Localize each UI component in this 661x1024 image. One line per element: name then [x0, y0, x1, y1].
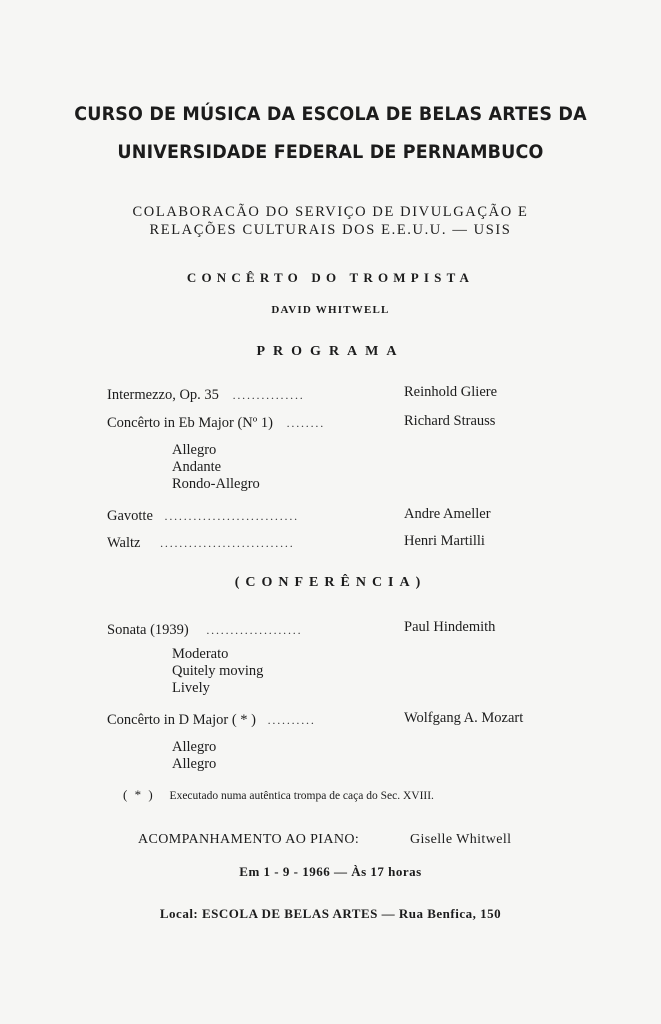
movement: Andante [172, 459, 222, 475]
leader-dots: ........ [286, 416, 326, 430]
program-item-work [107, 622, 302, 639]
work-title: Intermezzo, Op. 35 [107, 387, 219, 403]
program-item-work [107, 712, 316, 729]
composer-name: Wolfgang A. Mozart [404, 710, 524, 726]
footnote-text: Executado numa autêntica trompa de caça do Sec. XVIII. [169, 790, 434, 802]
movement: Allegro [172, 756, 217, 772]
work-title: Sonata (1939) [107, 622, 189, 638]
footnote [123, 787, 434, 803]
program-item-work [107, 415, 325, 432]
movement: Allegro [172, 739, 217, 755]
program-item-work [107, 387, 305, 404]
movement: Lively [172, 680, 210, 696]
concert-title: CONCÊRTO DO TROMPISTA [186, 270, 475, 285]
leader-dots: .................... [206, 623, 303, 637]
school-title-line-1: CURSO DE MÚSICA DA ESCOLA DE BELAS ARTES DA [74, 103, 587, 125]
work-title: Waltz [107, 535, 141, 551]
work-title: Gavotte [107, 508, 153, 524]
leader-dots: .......... [267, 713, 316, 727]
concert-location: Local: ESCOLA DE BELAS ARTES — Rua Benfica, 150 [159, 906, 502, 921]
leader-dots: ............................ [164, 509, 299, 523]
program-item-work [107, 535, 295, 552]
composer-name: Henri Martilli [404, 533, 485, 549]
movement: Rondo-Allegro [172, 476, 260, 492]
performer-name: DAVID WHITWELL [271, 304, 390, 316]
composer-name: Andre Ameller [404, 506, 491, 522]
movement: Quitely moving [172, 663, 264, 679]
work-title: Concêrto in Eb Major (Nº 1) [107, 415, 273, 431]
composer-name: Paul Hindemith [404, 619, 496, 635]
leader-dots: ............................ [160, 536, 295, 550]
concert-date: Em 1 - 9 - 1966 — Às 17 horas [239, 864, 422, 879]
accompaniment-label: ACOMPANHAMENTO AO PIANO: [138, 832, 360, 847]
school-title-line-2: UNIVERSIDADE FEDERAL DE PERNAMBUCO [117, 141, 544, 163]
work-title: Concêrto in D Major ( * ) [107, 712, 256, 728]
leader-dots: ............... [232, 388, 305, 402]
collaboration-line-1: COLABORACÃO DO SERVIÇO DE DIVULGAÇÃO E [132, 204, 529, 220]
program-heading: PROGRAMA [256, 344, 405, 359]
intermission-heading: (CONFERÊNCIA) [234, 575, 427, 590]
footnote-mark: ( * ) [123, 787, 155, 802]
program-item-work [107, 508, 299, 525]
movement: Allegro [172, 442, 217, 458]
movement: Moderato [172, 646, 229, 662]
composer-name: Reinhold Gliere [404, 384, 498, 400]
collaboration-line-2: RELAÇÕES CULTURAIS DOS E.E.U.U. — USIS [149, 222, 512, 238]
composer-name: Richard Strauss [404, 413, 496, 429]
pianist-name: Giselle Whitwell [410, 832, 512, 847]
